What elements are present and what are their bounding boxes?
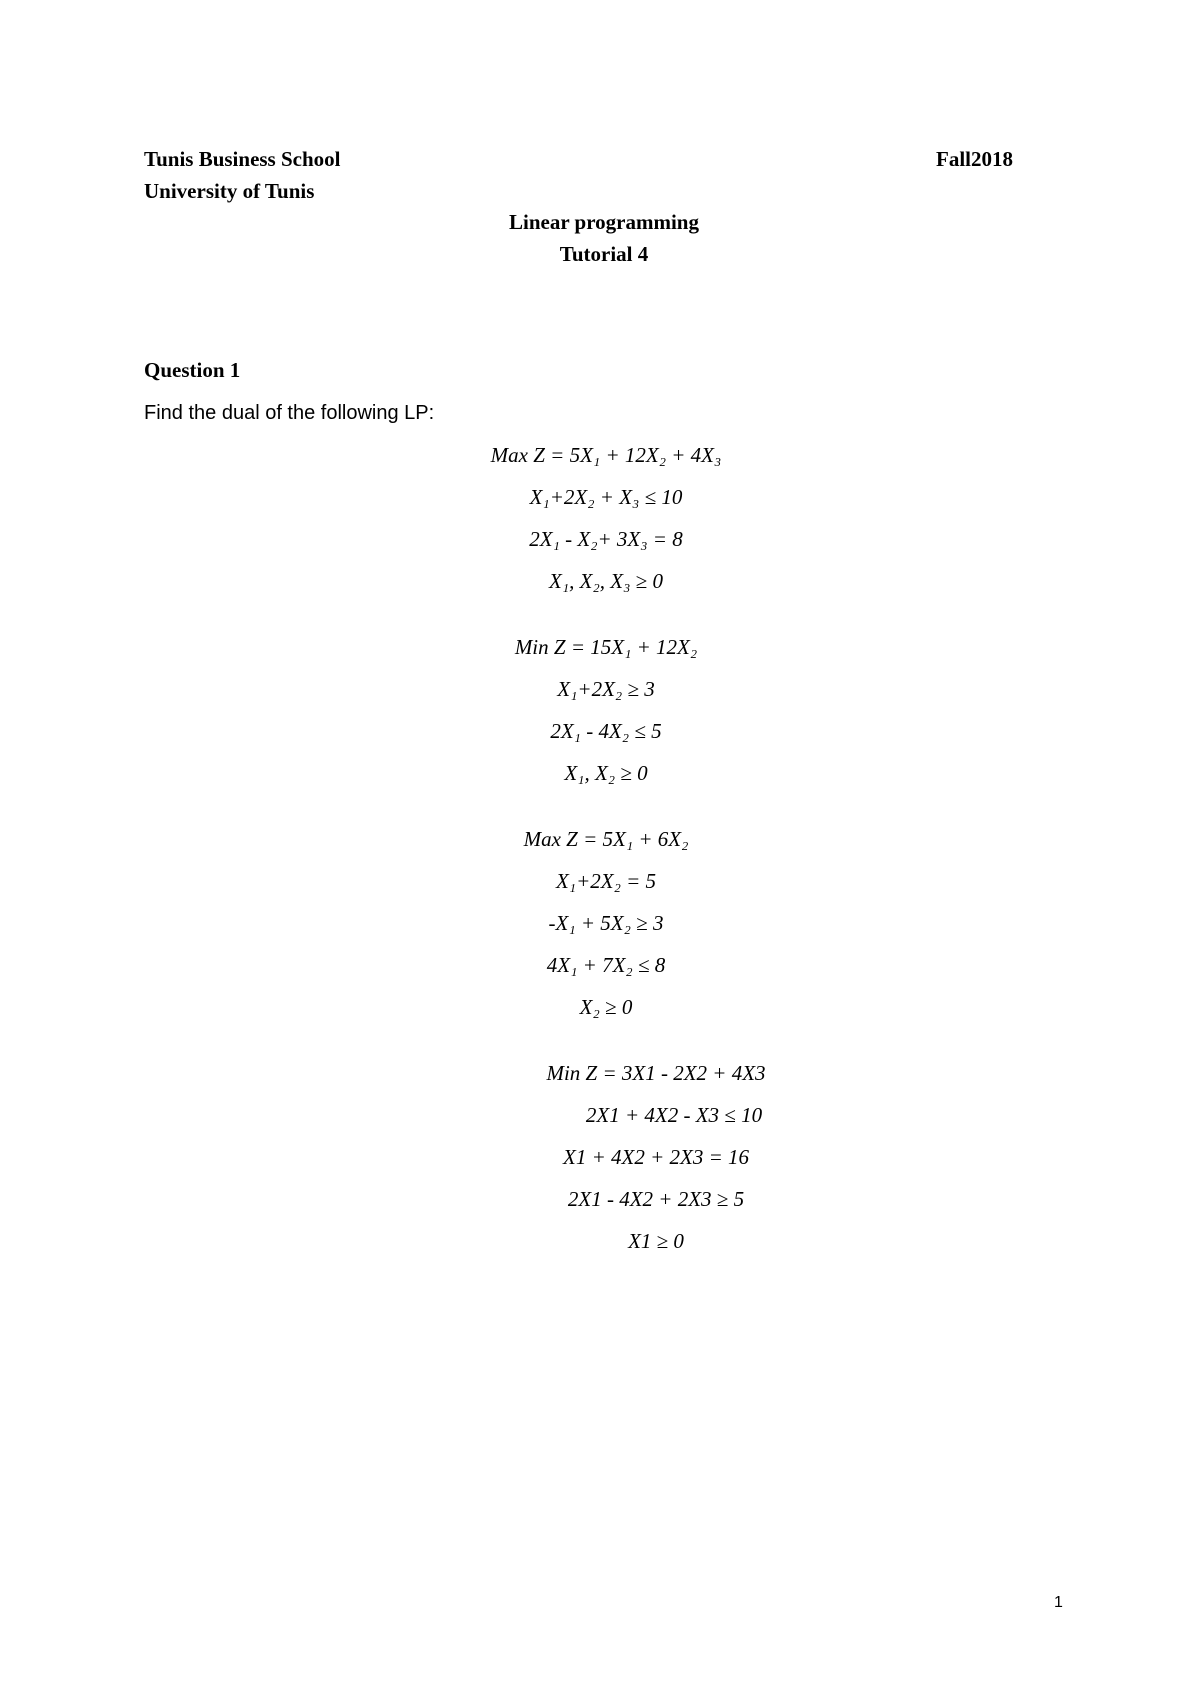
university-name: University of Tunis bbox=[144, 179, 315, 203]
constraint: 2X₁ - X₂+ 3X₃ = 8 bbox=[529, 527, 683, 551]
school-name: Tunis Business School bbox=[144, 147, 341, 171]
constraint: 2X1 + 4X2 - X3 ≤ 10 bbox=[585, 1103, 763, 1127]
non-negativity-constraint: X₂ ≥ 0 bbox=[579, 995, 633, 1019]
question-title: Question 1 bbox=[144, 358, 241, 382]
course-title: Linear programming bbox=[509, 210, 699, 234]
constraint: X₁+2X₂ + X₃ ≤ 10 bbox=[529, 485, 683, 509]
constraint: X1 + 4X2 + 2X3 = 16 bbox=[563, 1145, 749, 1169]
constraint: 2X1 - 4X2 + 2X3 ≥ 5 bbox=[567, 1187, 745, 1211]
tutorial-title: Tutorial 4 bbox=[559, 242, 649, 266]
objective-function: Min Z = 15X₁ + 12X₂ bbox=[514, 635, 698, 659]
constraint: -X₁ + 5X₂ ≥ 3 bbox=[548, 911, 664, 935]
question-instruction: Find the dual of the following LP: bbox=[144, 402, 435, 424]
non-negativity-constraint: X₁, X₂ ≥ 0 bbox=[564, 761, 648, 785]
term-label: Fall2018 bbox=[936, 147, 1013, 171]
non-negativity-constraint: X₁, X₂, X₃ ≥ 0 bbox=[549, 569, 663, 593]
constraint: 2X₁ - 4X₂ ≤ 5 bbox=[550, 719, 662, 743]
objective-function: Max Z = 5X₁ + 12X₂ + 4X₃ bbox=[490, 443, 722, 467]
constraint: 4X₁ + 7X₂ ≤ 8 bbox=[546, 953, 666, 977]
objective-function: Min Z = 3X1 - 2X2 + 4X3 bbox=[546, 1061, 766, 1085]
page-number: 1 bbox=[1054, 1594, 1063, 1611]
objective-function: Max Z = 5X₁ + 6X₂ bbox=[523, 827, 689, 851]
constraint: X₁+2X₂ = 5 bbox=[555, 869, 657, 893]
non-negativity-constraint: X1 ≥ 0 bbox=[628, 1229, 684, 1253]
constraint: X₁+2X₂ ≥ 3 bbox=[557, 677, 655, 701]
